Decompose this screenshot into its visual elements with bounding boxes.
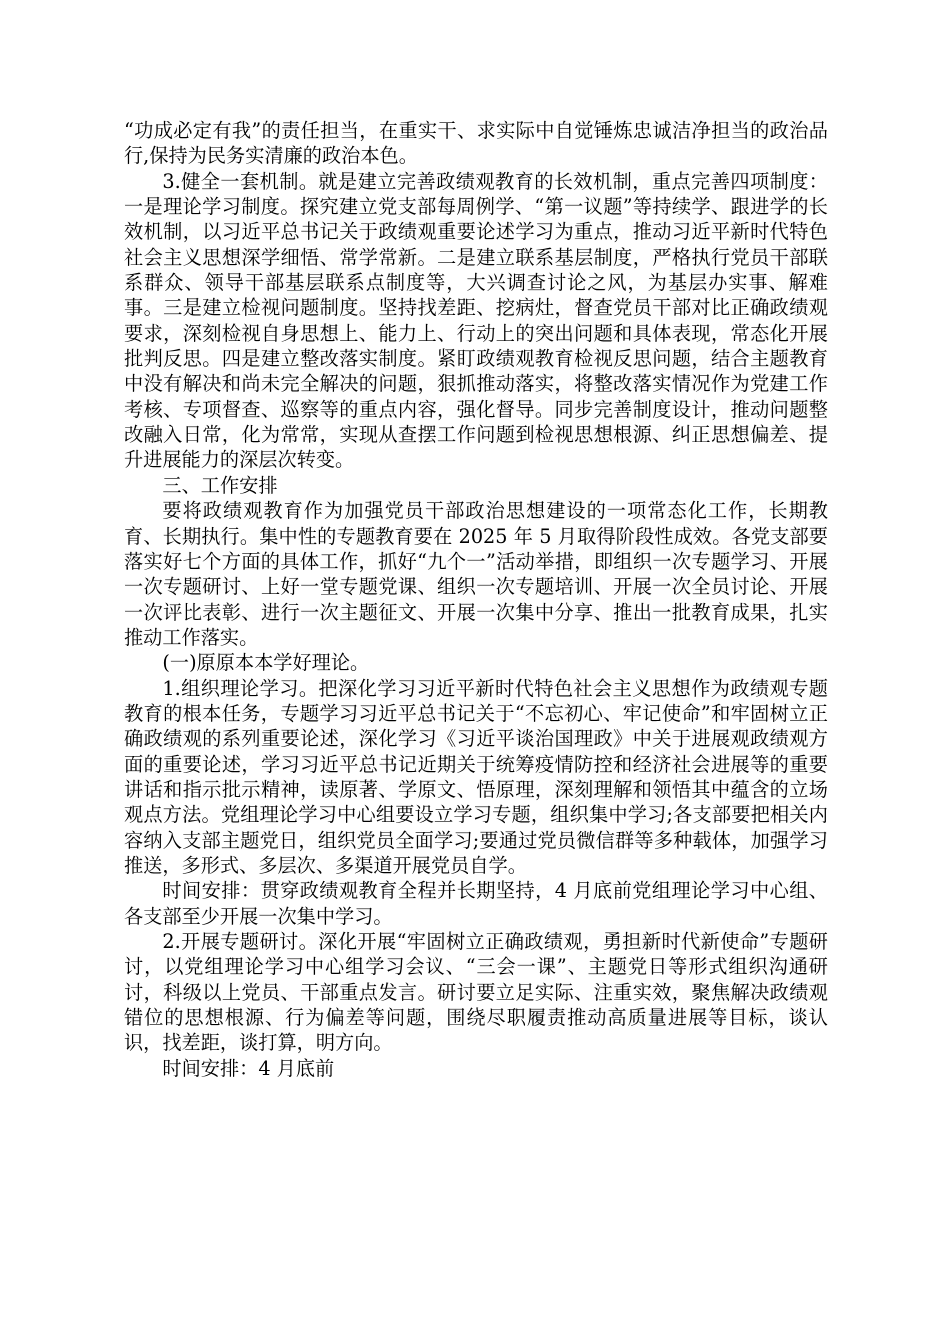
paragraph-work-arrangement: 要将政绩观教育作为加强党员干部政治思想建设的一项常态化工作，长期教育、长期执行。集中性的专题教育要在 2025 年 5 月取得阶段性成效。各党支部要落实好七个方面的具体工作，抓好“九个一”活动举措，即组织一次专题学习、开展一次专题研讨、上好一堂专题党课、组织一次专题培训、开展一次全员讨论、开展一次评比表彰、进行一次主题征文、开展一次集中分享、推出一批教育成果，扎实推动工作落实。 (124, 499, 828, 649)
section-heading-work-arrangement: 三、工作安排 (162, 473, 278, 497)
paragraph-schedule-1: 时间安排：贯穿政绩观教育全程并长期坚持，4 月底前党组理论学习中心组、各支部至少开展一次集中学习。 (124, 879, 828, 928)
paragraph-mechanism: 3.健全一套机制。就是建立完善政绩观教育的长效机制，重点完善四项制度：一是理论学习制度。探究建立党支部每周例学、“第一议题”等持续学、跟进学的长效机制，以习近平总书记关于政绩观重要论述学习为重点，推动习近平新时代特色社会主义思想深学细悟、常学常新。二是建立联系基层制度，严格执行党员干部联系群众、领导干部基层联系点制度等，大兴调查讨论之风，为基层办实事、解难事。三是建立检视问题制度。坚持找差距、挖病灶，督查党员干部对比正确政绩观要求，深刻检视自身思想上、能力上、行动上的突出问题和具体表现，常态化开展批判反思。四是建立整改落实制度。紧盯政绩观教育检视反思问题，结合主题教育中没有解决和尚未完全解决的问题，狠抓推动落实，将整改落实情况作为党建工作考核、专项督查、巡察等的重点内容，强化督导。同步完善制度设计，推动问题整改融入日常，化为常常，实现从查摆工作问题到检视思想根源、纠正思想偏差、提升进展能力的深层次转变。 (124, 169, 828, 472)
paragraph-schedule-2: 时间安排：4 月底前 (162, 1056, 335, 1080)
subsection-heading-theory: (一)原原本本学好理论。 (162, 651, 370, 675)
document-page (124, 118, 828, 1081)
paragraph-theory-study: 1.组织理论学习。把深化学习习近平新时代特色社会主义思想作为政绩观专题教育的根本任务，专题学习习近平总书记关于“不忘初心、牢记使命”和牢固树立正确政绩观的系列重要论述，深化学习《习近平谈治国理政》中关于进展观政绩观方面的重要论述，学习习近平总书记近期关于统筹疫情防控和经济社会进展等的重要讲话和指示批示精神，读原著、学原文、悟原理，深刻理解和领悟其中蕴含的立场观点方法。党组理论学习中心组要设立学习专题，组织集中学习;各支部要把相关内容纳入支部主题党日，组织党员全面学习;要通过党员微信群等多种载体，加强学习推送，多形式、多层次、多渠道开展党员自学。 (124, 676, 828, 877)
paragraph-continuation: “功成必定有我”的责任担当，在重实干、求实际中自觉锤炼忠诚洁净担当的政治品行,保持为民务实清廉的政治本色。 (124, 119, 828, 168)
paragraph-special-discussion: 2.开展专题研讨。深化开展“牢固树立正确政绩观，勇担新时代新使命”专题研讨，以党组理论学习中心组学习会议、“三会一课”、主题党日等形式组织沟通研讨，科级以上党员、干部重点发言。研讨要立足实际、注重实效，聚焦解决政绩观错位的思想根源、行为偏差等问题，围绕尽职履责推动高质量进展等目标，谈认识，找差距，谈打算，明方向。 (124, 930, 828, 1055)
